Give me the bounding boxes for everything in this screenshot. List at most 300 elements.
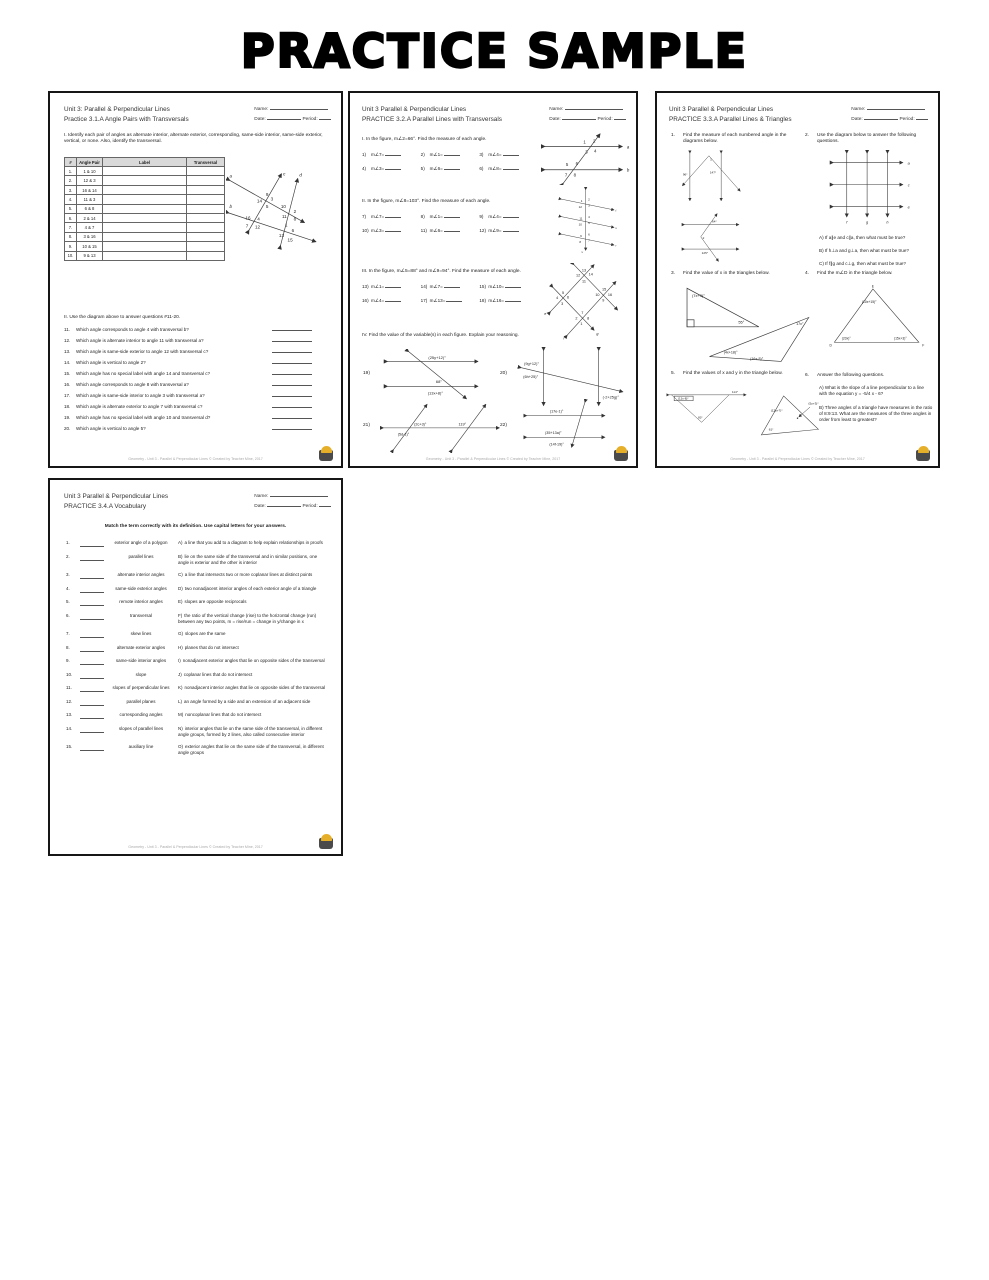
row-transversal-cell (187, 251, 225, 260)
svg-text:(12y+7)°: (12y+7)° (770, 408, 783, 413)
vocab-term: remote interior angles (119, 599, 163, 605)
svg-text:83°: 83° (698, 415, 703, 420)
svg-text:114°: 114° (732, 389, 738, 394)
svg-text:4: 4 (257, 216, 260, 222)
definition-letter: M) (178, 712, 184, 718)
row-angle-pair: 9 & 13 (77, 251, 103, 260)
svg-text:(10x+15)°: (10x+15)° (861, 299, 877, 304)
worksheet-unit-title: Unit 3 Parallel & Perpendicular Lines (64, 493, 169, 500)
angle-question (362, 283, 421, 290)
svg-text:2: 2 (575, 316, 578, 321)
answer-blank (446, 297, 462, 302)
question-row (64, 337, 328, 343)
svg-text:96°: 96° (682, 172, 688, 177)
svg-text:8: 8 (587, 316, 590, 321)
question-text: Find the measure of each numbered angle in the diagrams below. (683, 133, 787, 145)
question-4 (805, 271, 927, 277)
period-label: Period: (302, 504, 318, 510)
definition-letter: N) (178, 725, 183, 731)
svg-text:8: 8 (579, 239, 582, 244)
row-angle-pair: 1 & 10 (77, 167, 103, 176)
name-date-block (254, 492, 331, 512)
svg-text:8: 8 (293, 216, 297, 222)
svg-text:3: 3 (588, 203, 590, 208)
svg-text:7: 7 (588, 238, 590, 243)
svg-text:2: 2 (588, 197, 590, 202)
name-blank (565, 105, 623, 110)
answer-blank (444, 165, 460, 170)
answer-blank (272, 381, 312, 386)
diagram-angle-1 (679, 149, 747, 205)
answer-blank (272, 425, 312, 430)
vocab-number: 1. (66, 540, 70, 545)
figure-22-number: 22) (500, 423, 507, 428)
question-row (64, 326, 328, 332)
vocab-answer-blank (80, 728, 104, 733)
section-iii-text: III. In the figure, m∠5=88° and m∠9=94°. Find the measure of each angle. (362, 269, 521, 274)
table-row (65, 242, 225, 251)
svg-text:5: 5 (265, 204, 269, 210)
question-text: m∠3= (371, 166, 385, 171)
svg-text:68°: 68° (435, 378, 442, 384)
period-blank (319, 502, 331, 507)
diagram-line-grid (823, 149, 918, 227)
name-date-block (254, 105, 331, 125)
svg-text:5: 5 (565, 161, 569, 167)
section-i-text: I. In the figure, m∠2=66°. Find the measure of each angle. (362, 137, 487, 142)
svg-text:(20x)°: (20x)° (841, 336, 851, 341)
angle-question (362, 151, 421, 158)
answer-blank (385, 213, 401, 218)
teacher-mine-logo (319, 450, 333, 461)
question-row (64, 381, 328, 387)
vocab-row (66, 658, 328, 665)
definition-letter: C) (178, 572, 183, 578)
vocab-number: 7. (66, 631, 70, 637)
question-number: 8) (420, 214, 425, 219)
vocab-answer-blank (80, 746, 104, 751)
definition-text: interior angles that lie on the same side of the transversal, in different angle groups, formed by 2 lines, also called consecutive interior (178, 725, 323, 737)
figure-crossing-transversals (542, 263, 626, 343)
question-text: Which angle is alternate interior to angle 11 with transversal a? (76, 338, 204, 343)
svg-text:17x°: 17x° (796, 321, 804, 326)
vocab-answer-blank (80, 714, 104, 719)
vocab-answer-blank (80, 574, 104, 579)
question-number: 6. (805, 373, 810, 378)
svg-text:8: 8 (573, 172, 577, 178)
angle-question (479, 227, 538, 234)
answer-blank (272, 337, 312, 342)
svg-text:4: 4 (588, 214, 590, 219)
answer-blank (444, 151, 460, 156)
page-title: PRACTICE SAMPLE (240, 24, 749, 78)
table-row (65, 223, 225, 232)
svg-text:13: 13 (581, 268, 587, 273)
question-text: Which angle has no special label with angle 10 and transversal d? (76, 415, 211, 420)
period-label: Period: (899, 117, 915, 123)
question-number: 19. (64, 415, 71, 420)
question-number: 14. (64, 360, 71, 365)
svg-text:5: 5 (561, 291, 565, 296)
svg-text:7: 7 (581, 311, 584, 316)
svg-text:3: 3 (585, 149, 588, 155)
svg-text:(7x+3)°: (7x+3)° (691, 293, 705, 299)
question-number: 3. (671, 271, 676, 276)
vocab-row (66, 554, 328, 566)
question-number: 18) (479, 298, 486, 303)
date-label: Date: (254, 117, 266, 123)
question-number: 12) (479, 228, 486, 233)
question-6a: A) What is the slope of a line perpendicular to a line with the equation y = -5/4 x - 6? (819, 385, 924, 397)
row-angle-pair: 11 & 3 (77, 195, 103, 204)
question-number: 7) (362, 214, 367, 219)
vocab-term: same-side interior angles (115, 658, 167, 664)
row-transversal-cell (187, 232, 225, 241)
definition-letter: K) (178, 685, 183, 691)
figure-two-parallel-lines (540, 131, 632, 185)
table-row (65, 185, 225, 194)
vocab-row (66, 613, 328, 625)
vocab-row (66, 540, 328, 547)
diagram-angle-2 (679, 211, 747, 264)
vocab-answer-blank (80, 701, 104, 706)
vocab-definition (178, 572, 328, 578)
date-blank (267, 115, 301, 120)
vocab-definition (178, 645, 328, 651)
table-header-number: # (65, 158, 77, 167)
svg-text:10: 10 (578, 222, 582, 227)
row-number: 1. (65, 167, 77, 176)
vocab-definition (178, 586, 328, 592)
row-label-cell (103, 204, 187, 213)
row-label-cell (103, 213, 187, 222)
angle-pairs-table (64, 157, 225, 261)
svg-text:e: e (544, 312, 547, 317)
vocab-answer-blank (80, 556, 104, 561)
question-2 (805, 133, 927, 145)
svg-text:119°: 119° (458, 422, 467, 427)
row-number: 4. (65, 195, 77, 204)
row-label-cell (103, 223, 187, 232)
question-text: m∠10= (488, 284, 505, 289)
svg-text:9: 9 (265, 191, 269, 197)
section-ii-items (362, 213, 538, 234)
svg-text:(2c+3)°: (2c+3)° (414, 422, 427, 427)
figure-22 (520, 399, 624, 451)
svg-text:12: 12 (255, 224, 261, 230)
question-text: Which angle corresponds to angle 8 with transversal a? (76, 382, 189, 387)
definition-letter: D) (178, 585, 183, 591)
svg-text:1: 1 (284, 222, 288, 228)
question-number: 1) (362, 152, 367, 157)
row-number: 5. (65, 204, 77, 213)
vocab-number: 13. (66, 712, 73, 718)
vocab-definition (178, 744, 328, 756)
table-header-label: Label (103, 158, 187, 167)
date-blank (267, 502, 301, 507)
teacher-mine-logo (614, 450, 628, 461)
page-footer: Geometry - Unit 3 - Parallel & Perpendicular Lines © Created by Teacher Mine, 2017 (128, 457, 263, 461)
vocab-answer-blank (80, 674, 104, 679)
question-number: 2. (805, 133, 810, 138)
question-text: m∠7= (371, 214, 385, 219)
svg-text:14: 14 (588, 272, 593, 277)
question-number: 20. (64, 426, 71, 431)
worksheet-unit-title: Unit 3 Parallel & Perpendicular Lines (669, 106, 774, 113)
question-number: 11) (420, 228, 427, 233)
vocab-term: corresponding angles (119, 712, 163, 718)
question-number: 4. (805, 271, 810, 276)
vocab-number: 3. (66, 572, 70, 578)
svg-text:(16x-5)°: (16x-5)° (750, 356, 764, 361)
answer-blank (503, 151, 519, 156)
svg-text:g: g (596, 332, 599, 337)
table-header-angle-pair: Angle Pair (77, 158, 103, 167)
vocab-row (66, 586, 328, 593)
svg-text:(-2+25g)°: (-2+25g)° (602, 394, 619, 400)
definition-letter: F) (178, 612, 183, 618)
svg-text:E: E (871, 284, 875, 289)
svg-text:(4x+18)°: (4x+18)° (723, 350, 738, 355)
vocab-answer-blank (80, 633, 104, 638)
question-text: Which angle is same-side exterior to angle 12 with transversal c? (76, 349, 209, 354)
table-header-transversal: Transversal (187, 158, 225, 167)
svg-text:13: 13 (278, 232, 285, 238)
question-6b: B) Three angles of a triangle have measures in the ratio of 8:9:13. What are the measures of the three angles in order from least to greatest? (819, 405, 933, 423)
row-transversal-cell (187, 185, 225, 194)
svg-text:11: 11 (582, 279, 586, 284)
transversal-angles-diagram (226, 169, 336, 257)
vocab-number: 14. (66, 725, 73, 731)
question-number: 5. (671, 371, 676, 376)
question-text: m∠1= (429, 214, 443, 219)
question-text: Which angle has no special label with angle 14 and transversal c? (76, 371, 211, 376)
definition-letter: G) (178, 631, 183, 637)
svg-text:c: c (283, 171, 286, 177)
worksheet-3-1-a (48, 91, 343, 468)
svg-text:16: 16 (607, 292, 613, 297)
answer-blank (444, 227, 460, 232)
question-number: 17. (64, 393, 71, 398)
worksheet-practice-title: PRACTICE 3.2.A Parallel Lines with Transversals (362, 115, 502, 123)
table-row (65, 213, 225, 222)
svg-text:(15x+3)°: (15x+3)° (893, 336, 907, 341)
vocab-number: 6. (66, 612, 70, 618)
svg-text:11: 11 (281, 213, 287, 219)
date-blank (864, 115, 898, 120)
name-label: Name: (549, 107, 564, 112)
vocab-answer-blank (80, 588, 104, 593)
svg-text:a: a (229, 173, 233, 179)
row-angle-pair: 12 & 3 (77, 176, 103, 185)
name-label: Name: (851, 107, 866, 112)
row-angle-pair: 16 & 14 (77, 185, 103, 194)
row-number: 9. (65, 242, 77, 251)
question-number: 11. (64, 327, 71, 332)
period-label: Period: (597, 117, 613, 123)
row-label-cell (103, 251, 187, 260)
name-label: Name: (254, 107, 269, 112)
row-number: 3. (65, 185, 77, 194)
definition-letter: J) (178, 671, 182, 677)
answer-blank (385, 297, 401, 302)
name-label: Name: (254, 494, 269, 499)
vocab-definition (178, 554, 328, 566)
svg-text:1: 1 (583, 139, 586, 145)
row-transversal-cell (187, 167, 225, 176)
row-angle-pair: 2 & 14 (77, 213, 103, 222)
answer-blank (385, 151, 401, 156)
definition-letter: O) (178, 744, 183, 750)
question-text: m∠6= (429, 228, 443, 233)
svg-text:r: r (615, 243, 617, 248)
question-number: 17) (420, 298, 428, 303)
question-number: 15) (479, 284, 486, 289)
vocab-number: 5. (66, 599, 70, 605)
question-number: 10) (362, 228, 369, 233)
vocab-row (66, 599, 328, 606)
row-angle-pair: 3 & 16 (77, 232, 103, 241)
period-blank (319, 115, 331, 120)
period-label: Period: (302, 117, 318, 123)
question-text: Which angle is same-side interior to angle 3 with transversal a? (76, 393, 205, 398)
vocab-number: 9. (66, 658, 70, 664)
row-number: 10. (65, 251, 77, 260)
definition-letter: A) (178, 540, 183, 545)
date-label: Date: (851, 117, 863, 123)
vocab-term: exterior angle of a polygon (114, 540, 168, 545)
question-text: Use the diagram below to answer the following questions. (817, 133, 917, 145)
vocab-row (66, 645, 328, 652)
svg-text:6: 6 (575, 160, 579, 166)
answer-blank (444, 213, 460, 218)
question-1 (671, 133, 791, 145)
vocab-row (66, 672, 328, 679)
angle-question (421, 165, 480, 172)
question-6 (805, 373, 927, 379)
vocab-row (66, 712, 328, 719)
svg-text:2: 2 (593, 138, 596, 144)
worksheet-practice-title: Practice 3.1.A Angle Pairs with Transversals (64, 115, 189, 123)
table-row (65, 232, 225, 241)
svg-text:h: h (886, 220, 889, 225)
svg-text:b: b (229, 204, 233, 210)
name-blank (270, 105, 328, 110)
question-row (64, 392, 328, 398)
angle-question (421, 297, 480, 304)
svg-text:15: 15 (602, 287, 607, 292)
question-text: Find the m∠D in the triangle below. (817, 271, 893, 276)
question-text: Which angle is vertical to angle 5? (76, 426, 146, 431)
definition-text: slopes are opposite reciprocals (184, 599, 247, 605)
row-label-cell (103, 195, 187, 204)
worksheet-header (64, 492, 168, 512)
vocab-number: 11. (66, 685, 72, 691)
angle-question (421, 213, 480, 220)
question-text: m∠4= (371, 298, 385, 303)
svg-text:(25y+12)°: (25y+12)° (428, 354, 446, 360)
question-text: m∠7= (429, 284, 443, 289)
figure-19 (382, 349, 502, 401)
question-text: m∠8= (488, 166, 502, 171)
vocab-definition (178, 712, 328, 718)
svg-text:3: 3 (561, 301, 564, 306)
question-number: 13) (362, 284, 369, 289)
row-label-cell (103, 167, 187, 176)
definition-text: planes that do not intersect (184, 644, 239, 650)
period-blank (916, 115, 928, 120)
period-blank (614, 115, 626, 120)
diagram-triangle-def (827, 283, 927, 351)
question-text: m∠7= (371, 152, 385, 157)
diagram-obtuse-triangle (703, 311, 825, 365)
vocab-number: 8. (66, 644, 70, 650)
angle-question (479, 283, 538, 290)
svg-text:2: 2 (293, 209, 297, 214)
definition-letter: L) (178, 698, 183, 704)
svg-text:(14f-19)°: (14f-19)° (549, 442, 564, 447)
angle-question (362, 165, 421, 172)
row-label-cell (103, 185, 187, 194)
definition-letter: I) (178, 658, 181, 664)
figure-20-number: 20) (500, 371, 507, 376)
question-text: m∠16= (488, 298, 505, 303)
question-2b: B) If h⊥a and g⊥a, then what must be true? (819, 248, 909, 253)
worksheet-header (64, 105, 189, 125)
name-date-block (851, 105, 928, 125)
question-text: Which angle corresponds to angle 4 with transversal b? (76, 327, 189, 332)
vocab-definition (178, 599, 328, 605)
svg-text:64°: 64° (712, 219, 717, 224)
svg-text:6: 6 (291, 228, 295, 234)
question-row (64, 403, 328, 409)
question-text: Find the values of x and y in the triangle below. (683, 371, 783, 376)
question-2c: C) If f∥g and c⊥g, then what must be true? (819, 261, 906, 266)
section-iv-text: IV. Find the value of the variable(s) in each figure. Explain your reasoning. (362, 333, 519, 338)
answer-blank (505, 283, 521, 288)
svg-text:g: g (866, 220, 869, 225)
svg-text:v: v (581, 250, 584, 255)
definition-text: two nonadjacent interior angles of each exterior angle of a triangle (184, 585, 317, 591)
question-row (64, 348, 328, 354)
row-transversal-cell (187, 223, 225, 232)
vocab-term: slopes of perpendicular lines (112, 685, 170, 691)
angle-question (479, 213, 538, 220)
teacher-mine-logo (319, 838, 333, 849)
question-text: m∠1= (371, 284, 385, 289)
svg-text:f: f (846, 220, 848, 225)
teacher-mine-logo (916, 450, 930, 461)
svg-text:5: 5 (588, 221, 590, 226)
figure-three-parallel-lines (556, 187, 618, 254)
svg-text:16: 16 (245, 215, 251, 221)
svg-text:a: a (626, 144, 630, 150)
vocab-number: 4. (66, 585, 70, 591)
svg-text:1: 1 (710, 157, 712, 162)
definition-text: noncoplanar lines that do not intersect (185, 712, 262, 718)
definition-text: the ratio of the vertical change (rise) to the horizontal change (run) between any two points, m = rise/run = change in y/change in x (178, 612, 317, 624)
matching-instructions: Match the term correctly with its definition. Use capital letters for your answers. (104, 524, 287, 529)
row-number: 2. (65, 176, 77, 185)
svg-text:125°: 125° (701, 250, 708, 255)
question-text: Which angle is alternate exterior to angle 7 with transversal c? (76, 404, 203, 409)
row-transversal-cell (187, 176, 225, 185)
question-text: Find the value of x in the triangles below. (683, 271, 770, 276)
vocab-term: slope (135, 671, 147, 677)
vocab-list (66, 540, 328, 763)
svg-text:9: 9 (602, 298, 605, 303)
svg-text:F: F (922, 343, 925, 348)
